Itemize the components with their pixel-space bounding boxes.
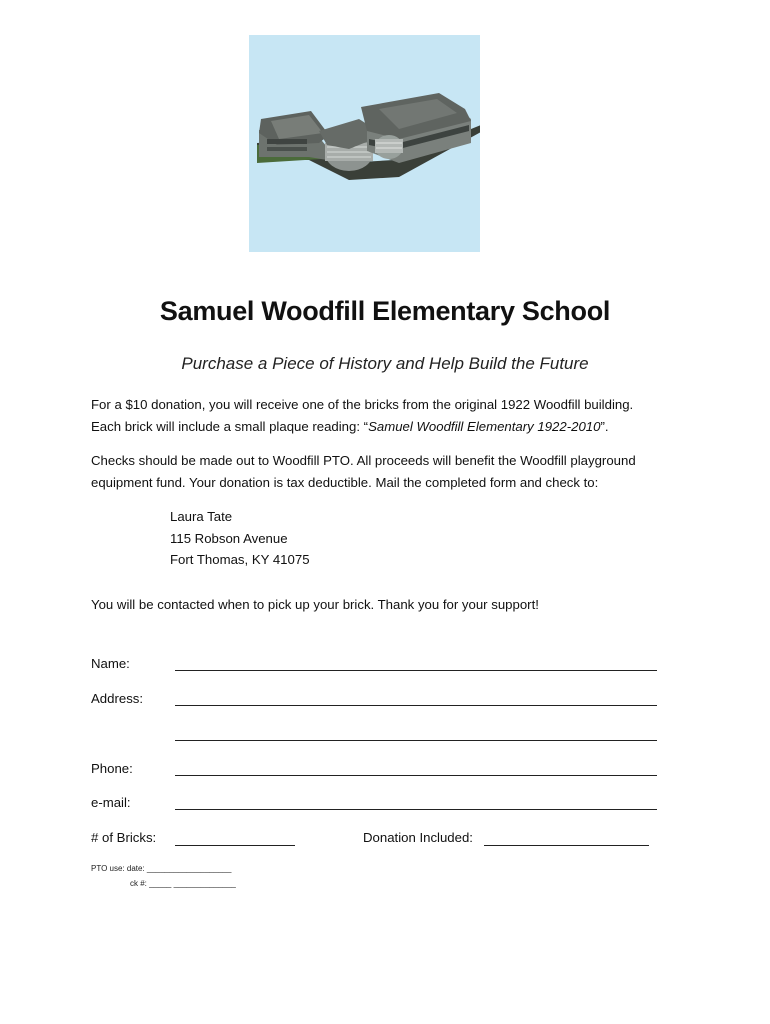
mailing-address [170, 506, 310, 571]
address-name: Laura Tate [170, 509, 233, 524]
intro-line-2 [91, 416, 691, 438]
instructions-paragraph [91, 450, 691, 493]
address-label: Address: [91, 691, 144, 706]
intro-line-2-prefix: Each brick will include a small plaque reading: “ [91, 418, 369, 434]
school-building-image [249, 35, 480, 252]
name-label: Name: [91, 656, 130, 671]
school-building-drawing [249, 35, 480, 252]
address-field-line-1[interactable] [175, 705, 657, 706]
pto-use-date: PTO use: date: ___________________ [91, 864, 232, 873]
email-label: e-mail: [91, 795, 131, 810]
bricks-label: # of Bricks: [91, 830, 157, 845]
instructions-line-2: equipment fund. Your donation is tax deductible. Mail the completed form and check to: [91, 474, 599, 490]
name-field[interactable] [175, 670, 657, 671]
donation-label: Donation Included: [363, 830, 473, 845]
plaque-quote: Samuel Woodfill Elementary 1922-2010 [368, 418, 601, 434]
address-field-line-2[interactable] [175, 740, 657, 741]
bricks-field[interactable] [175, 845, 295, 846]
intro-line-2-suffix: ”. [600, 418, 609, 434]
page-title: Samuel Woodfill Elementary School [159, 296, 611, 326]
page-subtitle: Purchase a Piece of History and Help Build the Future [181, 354, 589, 373]
phone-field[interactable] [175, 775, 657, 776]
pto-use-check-number: ck #: _____ ______________ [130, 879, 236, 888]
intro-paragraph [91, 394, 691, 437]
instructions-line-1: Checks should be made out to Woodfill PTO. All proceeds will benefit the Woodfill playground [91, 453, 636, 468]
address-city-state-zip: Fort Thomas, KY 41075 [170, 552, 310, 567]
email-field[interactable] [175, 809, 657, 810]
intro-line-1: For a $10 donation, you will receive one of the bricks from the original 1922 Woodfill building. [91, 397, 634, 412]
closing-paragraph: You will be contacted when to pick up your brick. Thank you for your support! [91, 597, 539, 612]
address-street: 115 Robson Avenue [170, 530, 288, 546]
phone-label: Phone: [91, 761, 133, 776]
donation-field[interactable] [484, 845, 649, 846]
